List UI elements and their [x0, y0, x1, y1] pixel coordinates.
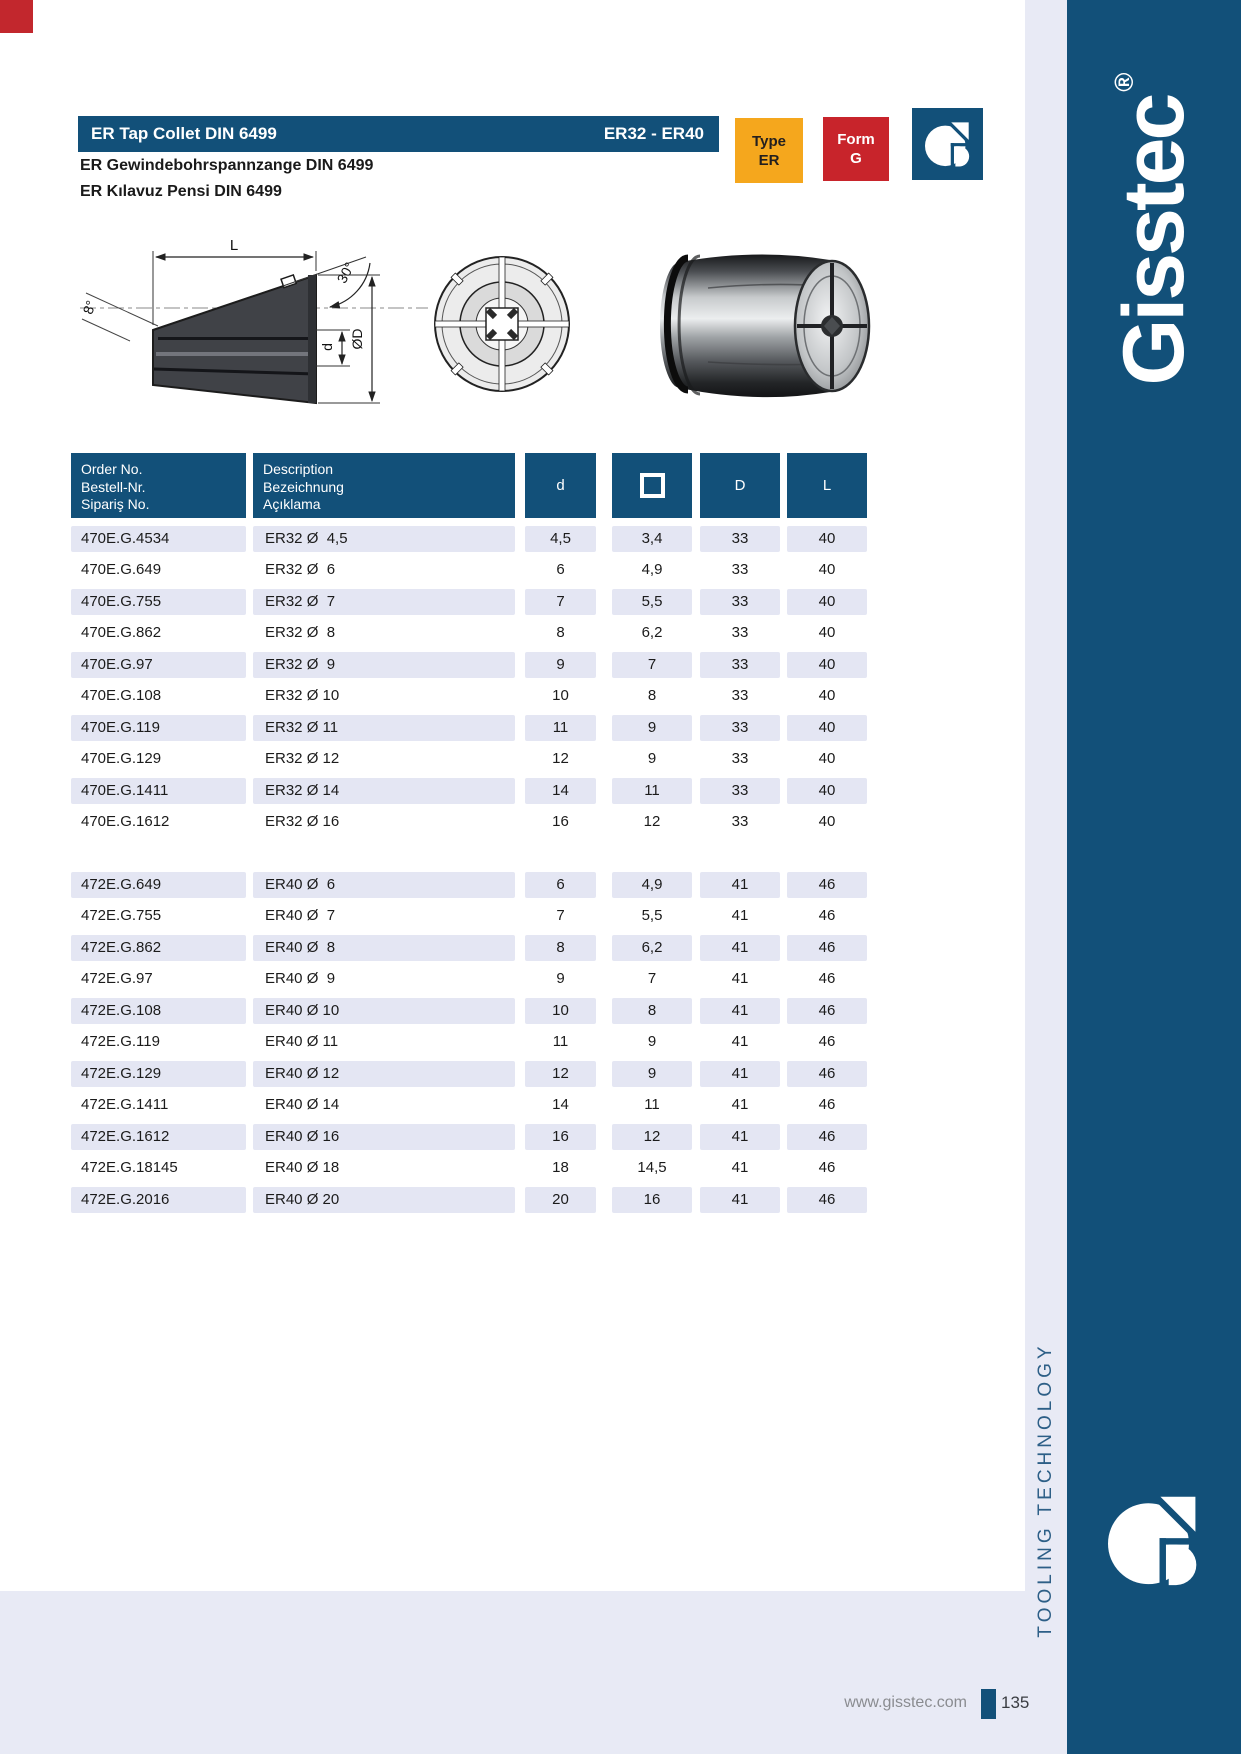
table-row [71, 1121, 867, 1153]
type-badge [735, 118, 803, 183]
dim-label-OD: ØD [349, 328, 365, 350]
table-cell: 472E.G.108 [71, 998, 246, 1024]
table-row [71, 995, 867, 1027]
table-cell: 9 [525, 652, 596, 678]
table-cell: 7 [612, 652, 692, 678]
form-badge-value: G [850, 150, 862, 167]
table-cell: 41 [700, 1061, 780, 1087]
form-badge-label: Form [837, 131, 875, 148]
wordmark-text: Gisstec [1105, 95, 1202, 386]
table-row [71, 523, 867, 555]
dim-label-8deg: 8° [79, 298, 100, 317]
table-cell: 472E.G.1411 [81, 1096, 169, 1114]
table-cell: ER32 Ø 9 [253, 652, 515, 678]
table-cell: 470E.G.862 [81, 624, 162, 642]
table-cell: ER32 Ø 11 [253, 715, 515, 741]
table-cell: 33 [700, 778, 780, 804]
brand-g-icon [1108, 1494, 1200, 1586]
table-row [71, 681, 867, 713]
table-row [71, 1090, 867, 1122]
table-cell: 33 [731, 687, 749, 705]
table-cell: 4,9 [641, 561, 663, 579]
table-cell: 8 [612, 998, 692, 1024]
table-cell: ER40 Ø 6 [253, 872, 515, 898]
table-cell: ER32 Ø 7 [253, 589, 515, 615]
table-cell: 10 [525, 998, 596, 1024]
table-cell: 470E.G.649 [81, 561, 162, 579]
table-cell: 6,2 [612, 935, 692, 961]
table-cell: 46 [818, 907, 836, 925]
column-header-order: Order No. Bestell-Nr. Sipariş No. [71, 453, 246, 518]
table-cell: 40 [818, 813, 836, 831]
table-cell: 41 [731, 1033, 749, 1051]
table-cell: 33 [700, 526, 780, 552]
form-badge [823, 117, 889, 181]
table-row [71, 1184, 867, 1216]
table-cell: 470E.G.108 [81, 687, 162, 705]
table-cell: 472E.G.649 [71, 872, 246, 898]
table-cell: ER40 Ø 7 [265, 907, 336, 925]
table-row [71, 586, 867, 618]
table-cell: 41 [700, 872, 780, 898]
table-row [71, 1027, 867, 1059]
table-cell: 40 [787, 526, 867, 552]
table-cell: 46 [787, 998, 867, 1024]
table-cell: 12 [525, 1061, 596, 1087]
table-cell: ER40 Ø 14 [265, 1096, 340, 1114]
dim-label-30deg: 30° [333, 259, 358, 286]
table-cell: ER32 Ø 12 [265, 750, 340, 768]
table-cell: 40 [818, 750, 836, 768]
column-header-square [612, 453, 692, 518]
table-cell: 33 [700, 715, 780, 741]
table-row [71, 901, 867, 933]
table-cell: 9 [612, 715, 692, 741]
dim-label-L: L [229, 237, 239, 254]
square-symbol-icon [640, 473, 665, 498]
table-cell: ER40 Ø 18 [265, 1159, 340, 1177]
table-cell: 33 [700, 589, 780, 615]
table-cell: 7 [647, 970, 657, 988]
type-badge-value: ER [758, 151, 780, 169]
brand-wordmark [1067, 66, 1241, 396]
table-cell: 33 [731, 624, 749, 642]
table-group-er40 [71, 869, 867, 1216]
footer-strip [0, 1591, 1025, 1754]
table-cell: 472E.G.1612 [71, 1124, 246, 1150]
table-cell: 33 [731, 561, 749, 579]
table-cell: 12 [612, 1124, 692, 1150]
type-badge-label: Type [752, 132, 786, 150]
table-cell: 8 [647, 687, 657, 705]
table-row [71, 932, 867, 964]
table-cell: ER40 Ø 9 [265, 970, 336, 988]
table-cell: ER32 Ø 14 [253, 778, 515, 804]
table-cell: 33 [700, 652, 780, 678]
registered-mark: ® [1108, 72, 1139, 92]
footer-website: www.gisstec.com [844, 1694, 967, 1711]
table-cell: 33 [731, 750, 749, 768]
table-cell: 6,2 [641, 624, 663, 642]
table-cell: 40 [787, 589, 867, 615]
table-cell: 9 [647, 1033, 657, 1051]
table-cell: 470E.G.755 [71, 589, 246, 615]
table-cell: 472E.G.97 [81, 970, 153, 988]
table-cell: 7 [525, 589, 596, 615]
table-cell: 46 [818, 970, 836, 988]
table-cell: 46 [787, 1061, 867, 1087]
table-cell: 12 [643, 813, 661, 831]
table-cell: 46 [787, 1124, 867, 1150]
table-cell: 472E.G.2016 [71, 1187, 246, 1213]
tagline-text: TOOLING TECHNOLOGY [1035, 1342, 1056, 1638]
table-cell: ER32 Ø 4,5 [253, 526, 515, 552]
corner-color-tab [0, 0, 33, 33]
table-cell: 14 [525, 778, 596, 804]
table-cell: 16 [552, 813, 569, 831]
column-header-d: d [525, 453, 596, 518]
brand-g-icon-small [925, 121, 971, 167]
table-cell: 46 [818, 1033, 836, 1051]
subtitle-german: ER Gewindebohrspannzange DIN 6499 [80, 157, 374, 174]
table-cell: 9 [556, 970, 565, 988]
table-cell: 40 [787, 778, 867, 804]
table-cell: 41 [731, 907, 749, 925]
page-title: ER Tap Collet DIN 6499 [91, 124, 277, 143]
table-cell: 470E.G.129 [81, 750, 162, 768]
table-cell: 8 [525, 935, 596, 961]
page-number: 135 [1001, 1693, 1030, 1712]
table-cell: 11 [644, 1096, 660, 1114]
table-cell: 41 [731, 1159, 749, 1177]
table-cell: 470E.G.97 [71, 652, 246, 678]
table-cell: 470E.G.4534 [71, 526, 246, 552]
page-number-bar [981, 1689, 996, 1719]
table-row [71, 964, 867, 996]
table-row [71, 712, 867, 744]
table-cell: 14 [552, 1096, 569, 1114]
table-cell: 470E.G.1411 [71, 778, 246, 804]
table-cell: 470E.G.119 [71, 715, 246, 741]
table-cell: 41 [700, 1187, 780, 1213]
table-cell: ER40 Ø 11 [265, 1033, 339, 1051]
table-cell: 8 [556, 624, 565, 642]
table-cell: 41 [700, 1124, 780, 1150]
title-bar [78, 116, 719, 152]
table-cell: ER40 Ø 8 [253, 935, 515, 961]
table-header [71, 453, 867, 518]
table-cell: ER40 Ø 10 [253, 998, 515, 1024]
table-cell: 40 [818, 561, 836, 579]
table-cell: 9 [647, 750, 657, 768]
header-logo-box [912, 108, 983, 180]
table-cell: 5,5 [612, 589, 692, 615]
table-row [71, 744, 867, 776]
table-row [71, 1058, 867, 1090]
table-cell: 12 [552, 750, 569, 768]
table-row [71, 807, 867, 839]
table-cell: 14,5 [637, 1159, 667, 1177]
column-header-description: Description Bezeichnung Açıklama [253, 453, 515, 518]
subtitle-turkish: ER Kılavuz Pensi DIN 6499 [80, 183, 282, 200]
table-cell: 46 [787, 1187, 867, 1213]
dim-label-d: d [319, 343, 335, 351]
table-cell: 33 [731, 813, 749, 831]
table-cell: 20 [525, 1187, 596, 1213]
table-cell: ER40 Ø 12 [253, 1061, 515, 1087]
table-row [71, 649, 867, 681]
table-cell: 41 [731, 970, 749, 988]
table-row [71, 1153, 867, 1185]
table-cell: 472E.G.119 [81, 1033, 160, 1051]
table-cell: 40 [818, 624, 836, 642]
table-cell: 472E.G.862 [71, 935, 246, 961]
cross-section-drawing [78, 233, 458, 433]
table-cell: 6 [556, 561, 565, 579]
tagline [1025, 1322, 1067, 1658]
table-cell: 3,4 [612, 526, 692, 552]
table-cell: 41 [700, 935, 780, 961]
table-cell: 10 [552, 687, 569, 705]
table-cell: 40 [818, 687, 836, 705]
table-cell: 472E.G.129 [71, 1061, 246, 1087]
table-cell: 4,9 [612, 872, 692, 898]
table-cell: ER32 Ø 8 [265, 624, 336, 642]
column-header-D: D [700, 453, 780, 518]
table-cell: 470E.G.1612 [81, 813, 170, 831]
table-cell: 11 [525, 715, 596, 741]
table-cell: ER40 Ø 20 [253, 1187, 515, 1213]
front-view-drawing [430, 252, 575, 397]
size-range: ER32 - ER40 [603, 124, 704, 143]
table-row [71, 775, 867, 807]
table-cell: 46 [818, 1096, 836, 1114]
table-cell: 5,5 [641, 907, 663, 925]
column-header-L: L [787, 453, 867, 518]
table-cell: 46 [818, 1159, 836, 1177]
table-cell: 11 [612, 778, 692, 804]
table-cell: 472E.G.755 [81, 907, 162, 925]
product-photo [648, 238, 883, 408]
table-cell: ER32 Ø 16 [265, 813, 340, 831]
table-cell: 16 [525, 1124, 596, 1150]
table-cell: 6 [525, 872, 596, 898]
table-cell: 7 [556, 907, 565, 925]
table-cell: 11 [552, 1033, 569, 1051]
table-cell: 46 [787, 935, 867, 961]
table-row [71, 618, 867, 650]
table-cell: 16 [612, 1187, 692, 1213]
table-cell: ER40 Ø 16 [253, 1124, 515, 1150]
table-cell: 41 [700, 998, 780, 1024]
table-row [71, 869, 867, 901]
table-cell: 4,5 [525, 526, 596, 552]
table-cell: 18 [552, 1159, 569, 1177]
table-cell: 41 [731, 1096, 749, 1114]
table-cell: 40 [787, 715, 867, 741]
table-cell: 472E.G.18145 [81, 1159, 178, 1177]
spec-table [71, 453, 867, 1216]
table-cell: 9 [612, 1061, 692, 1087]
table-cell: 40 [787, 652, 867, 678]
table-cell: ER32 Ø 10 [265, 687, 340, 705]
table-group-er32 [71, 523, 867, 838]
table-cell: ER32 Ø 6 [265, 561, 336, 579]
table-cell: 46 [787, 872, 867, 898]
table-row [71, 555, 867, 587]
